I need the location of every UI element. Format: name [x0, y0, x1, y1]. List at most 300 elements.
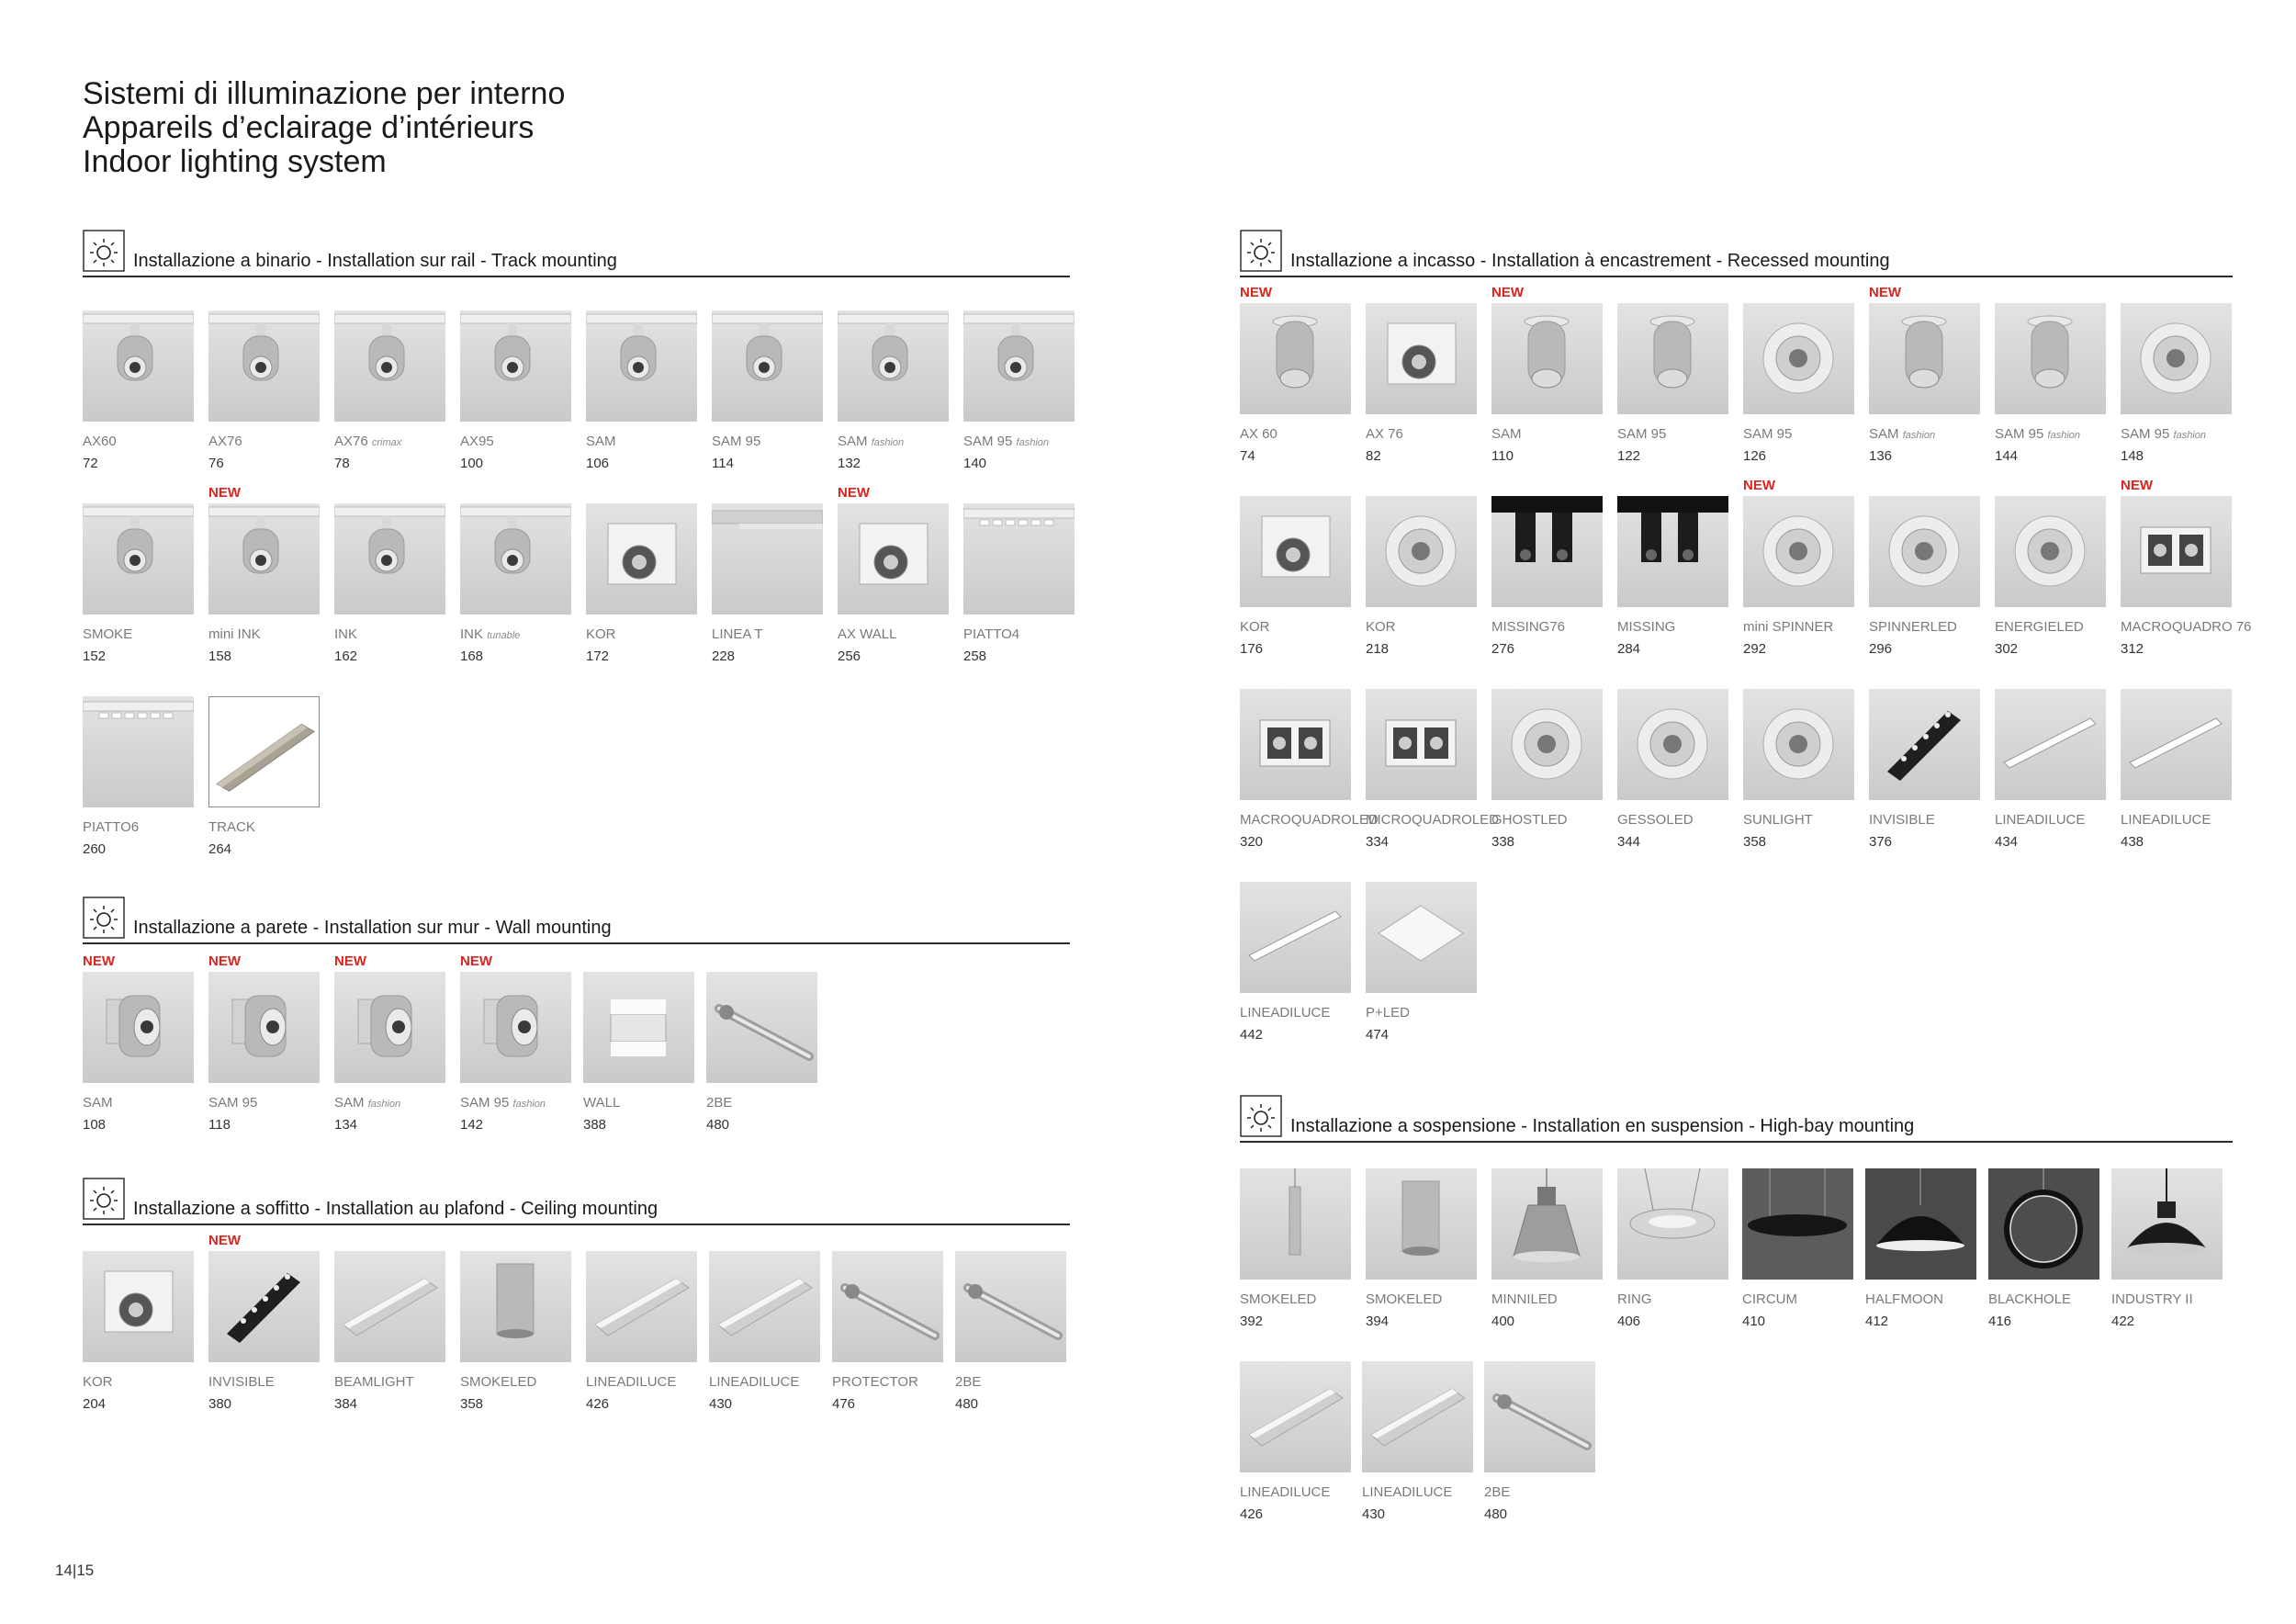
product-name-main: AX 76: [1366, 426, 1403, 442]
product-page-number[interactable]: 376: [1869, 834, 1893, 850]
product-card[interactable]: [1491, 689, 1604, 850]
product-name: [1865, 1291, 1943, 1307]
product-card[interactable]: [1362, 1361, 1474, 1522]
product-name-main: MICROQUADROLED: [1366, 812, 1500, 828]
section-title: Installazione a sospensione - Installation en suspension - High-bay mounting: [1290, 1116, 1915, 1136]
track-lighting-icon: [83, 230, 125, 272]
product-page-number[interactable]: 410: [1742, 1314, 1766, 1329]
product-thumbnail[interactable]: [1491, 689, 1603, 800]
product-thumbnail[interactable]: [83, 1251, 194, 1362]
product-page-number[interactable]: 442: [1240, 1027, 1264, 1043]
product-thumbnail[interactable]: [963, 310, 1075, 422]
product-card[interactable]: [1869, 285, 1981, 464]
product-name-main: SAM 95: [2121, 426, 2170, 442]
product-thumbnail[interactable]: [1869, 689, 1980, 800]
product-thumbnail[interactable]: [1491, 303, 1603, 414]
product-card[interactable]: [1366, 1168, 1478, 1329]
product-name-main: MINNILED: [1491, 1291, 1558, 1307]
product-name-main: SMOKELED: [1366, 1291, 1443, 1307]
product-page-number[interactable]: 480: [1484, 1506, 1508, 1522]
product-name: [1742, 1291, 1797, 1307]
product-card[interactable]: [832, 1251, 944, 1412]
product-thumbnail[interactable]: [1988, 1168, 2099, 1280]
product-page-number[interactable]: 338: [1491, 834, 1515, 850]
section-title: Installazione a binario - Installation sur rail - Track mounting: [133, 251, 617, 271]
product-name-main: AX95: [460, 434, 494, 449]
product-card[interactable]: [334, 1251, 446, 1412]
product-card[interactable]: [1742, 1168, 1854, 1329]
product-card[interactable]: [1240, 1361, 1352, 1522]
product-page-number[interactable]: 264: [208, 841, 232, 857]
product-thumbnail[interactable]: [334, 503, 445, 615]
product-card[interactable]: [1865, 1168, 1977, 1329]
product-page-number[interactable]: 168: [460, 648, 484, 664]
product-page-number[interactable]: 388: [583, 1117, 607, 1133]
product-thumbnail[interactable]: [1240, 1168, 1351, 1280]
product-card[interactable]: [706, 972, 818, 1133]
product-thumbnail[interactable]: [2111, 1168, 2223, 1280]
product-page-number[interactable]: 176: [1240, 641, 1264, 657]
section-header: [83, 1178, 1070, 1225]
product-name: [334, 626, 357, 642]
product-page-number[interactable]: 358: [1743, 834, 1767, 850]
product-card[interactable]: [1617, 496, 1729, 657]
product-name: [208, 626, 261, 642]
product-name: [334, 434, 401, 449]
product-page-number[interactable]: 144: [1995, 448, 2019, 464]
product-thumbnail[interactable]: [706, 972, 817, 1083]
recessed-lighting-icon: [1240, 230, 1282, 272]
product-page-number[interactable]: 218: [1366, 641, 1390, 657]
product-page-number[interactable]: 394: [1366, 1314, 1390, 1329]
product-thumbnail[interactable]: [1617, 496, 1728, 607]
product-name-main: KOR: [586, 626, 616, 642]
product-card[interactable]: [334, 503, 446, 664]
product-thumbnail[interactable]: [1742, 1168, 1853, 1280]
product-page-number[interactable]: 480: [955, 1396, 979, 1412]
product-card[interactable]: [208, 310, 321, 471]
product-page-number[interactable]: 400: [1491, 1314, 1515, 1329]
product-card[interactable]: [334, 953, 446, 1133]
product-name-main: SAM 95: [1743, 426, 1793, 442]
product-thumbnail[interactable]: [208, 310, 320, 422]
product-name: [1869, 619, 1957, 635]
product-name-main: LINEADILUCE: [2121, 812, 2212, 828]
new-badge: NEW: [1240, 285, 1272, 300]
product-page-number[interactable]: 122: [1617, 448, 1641, 464]
product-thumbnail[interactable]: [460, 1251, 571, 1362]
product-card[interactable]: [583, 972, 695, 1133]
product-name-main: SAM: [1869, 426, 1899, 442]
product-card[interactable]: [1743, 303, 1855, 464]
product-card[interactable]: [1366, 496, 1478, 657]
product-card[interactable]: [1240, 496, 1352, 657]
product-card[interactable]: [709, 1251, 821, 1412]
product-name: [709, 1374, 799, 1390]
product-card[interactable]: [208, 1233, 321, 1412]
product-name: [83, 434, 117, 449]
product-name-main: P+LED: [1366, 1005, 1410, 1021]
product-card[interactable]: [712, 503, 824, 664]
product-thumbnail[interactable]: [208, 696, 320, 807]
product-name: [1366, 426, 1403, 442]
product-page-number[interactable]: 110: [1491, 448, 1514, 464]
product-card[interactable]: [83, 503, 195, 664]
product-card[interactable]: [2111, 1168, 2223, 1329]
product-name: [208, 1374, 275, 1390]
product-page-number[interactable]: 136: [1869, 448, 1893, 464]
product-card[interactable]: [1995, 689, 2107, 850]
product-thumbnail[interactable]: [2121, 496, 2232, 607]
product-card[interactable]: [1366, 689, 1500, 850]
product-card[interactable]: [586, 310, 698, 471]
product-thumbnail[interactable]: [1617, 303, 1728, 414]
product-page-number[interactable]: 172: [586, 648, 610, 664]
product-card[interactable]: [2121, 303, 2233, 464]
product-name-main: SAM: [83, 1095, 113, 1111]
product-thumbnail[interactable]: [712, 503, 823, 615]
new-badge: NEW: [334, 953, 366, 969]
product-name: [2111, 1291, 2193, 1307]
product-variant: fashion: [2047, 430, 2081, 441]
product-page-number[interactable]: 258: [963, 648, 987, 664]
product-page-number[interactable]: 312: [2121, 641, 2144, 657]
product-thumbnail[interactable]: [1995, 496, 2106, 607]
product-page-number[interactable]: 412: [1865, 1314, 1889, 1329]
product-card[interactable]: [460, 310, 572, 471]
product-card[interactable]: [208, 485, 321, 664]
product-thumbnail[interactable]: [208, 503, 320, 615]
product-page-number[interactable]: 158: [208, 648, 232, 664]
product-page-number[interactable]: 406: [1617, 1314, 1641, 1329]
product-thumbnail[interactable]: [955, 1251, 1066, 1362]
product-name: [208, 1095, 257, 1111]
product-thumbnail[interactable]: [83, 310, 194, 422]
product-page-number[interactable]: 148: [2121, 448, 2144, 464]
product-card[interactable]: [1240, 882, 1352, 1043]
product-thumbnail[interactable]: [460, 310, 571, 422]
product-thumbnail[interactable]: [586, 503, 697, 615]
product-card[interactable]: [1869, 689, 1981, 850]
product-thumbnail[interactable]: [1743, 496, 1854, 607]
product-page-number[interactable]: 302: [1995, 641, 2019, 657]
product-card[interactable]: [963, 503, 1075, 664]
product-thumbnail[interactable]: [83, 503, 194, 615]
product-card[interactable]: [1988, 1168, 2100, 1329]
product-thumbnail[interactable]: [1491, 1168, 1603, 1280]
product-thumbnail[interactable]: [460, 972, 571, 1083]
product-page-number[interactable]: 74: [1240, 448, 1255, 464]
product-page-number[interactable]: 276: [1491, 641, 1515, 657]
product-name-main: INDUSTRY II: [2111, 1291, 2193, 1307]
product-page-number[interactable]: 430: [1362, 1506, 1386, 1522]
product-card[interactable]: [83, 310, 195, 471]
product-page-number[interactable]: 126: [1743, 448, 1767, 464]
product-thumbnail[interactable]: [208, 972, 320, 1083]
product-thumbnail[interactable]: [83, 696, 194, 807]
product-thumbnail[interactable]: [334, 972, 445, 1083]
product-thumbnail[interactable]: [1240, 1361, 1351, 1472]
product-thumbnail[interactable]: [583, 972, 694, 1083]
product-name: [1484, 1484, 1510, 1500]
product-page-number[interactable]: 114: [712, 456, 734, 471]
product-thumbnail[interactable]: [832, 1251, 943, 1362]
product-thumbnail[interactable]: [1617, 1168, 1728, 1280]
product-name-main: TRACK: [208, 819, 255, 835]
product-card[interactable]: [1617, 1168, 1729, 1329]
product-page-number[interactable]: 72: [83, 456, 98, 471]
product-name: [2121, 619, 2252, 635]
product-name-main: MISSING76: [1491, 619, 1566, 635]
product-card[interactable]: [208, 953, 321, 1133]
product-name-main: SAM 95: [712, 434, 761, 449]
product-thumbnail[interactable]: [963, 503, 1075, 615]
product-name: [460, 434, 494, 449]
product-thumbnail[interactable]: [1366, 303, 1477, 414]
product-thumbnail[interactable]: [1484, 1361, 1595, 1472]
product-card[interactable]: [1491, 1168, 1604, 1329]
product-card[interactable]: [1869, 496, 1981, 657]
product-name: [2121, 812, 2211, 828]
product-card[interactable]: [83, 1251, 195, 1412]
product-thumbnail[interactable]: [838, 310, 949, 422]
product-thumbnail[interactable]: [1995, 689, 2106, 800]
product-page-number[interactable]: 392: [1240, 1314, 1264, 1329]
product-page-number[interactable]: 296: [1869, 641, 1893, 657]
product-variant: tunable: [487, 630, 521, 641]
product-page-number[interactable]: 82: [1366, 448, 1381, 464]
product-card[interactable]: [1743, 478, 1855, 657]
product-card[interactable]: [460, 953, 572, 1133]
product-card[interactable]: [838, 485, 950, 664]
product-page-number[interactable]: 334: [1366, 834, 1390, 850]
product-card[interactable]: [955, 1251, 1067, 1412]
new-badge: NEW: [208, 1233, 241, 1248]
product-page-number[interactable]: 204: [83, 1396, 107, 1412]
product-page-number[interactable]: 260: [83, 841, 107, 857]
product-page-number[interactable]: 142: [460, 1117, 484, 1133]
section-header: [83, 230, 1070, 277]
product-thumbnail[interactable]: [1491, 496, 1603, 607]
product-page-number[interactable]: 358: [460, 1396, 484, 1412]
product-card[interactable]: [963, 310, 1075, 471]
product-name: [1366, 812, 1499, 828]
product-name: [1743, 812, 1813, 828]
product-thumbnail[interactable]: [460, 503, 571, 615]
new-badge: NEW: [208, 485, 241, 501]
product-card[interactable]: [1995, 303, 2107, 464]
product-page-number[interactable]: 438: [2121, 834, 2144, 850]
product-page-number[interactable]: 426: [1240, 1506, 1264, 1522]
product-variant: fashion: [1016, 437, 1050, 448]
product-page-number[interactable]: 228: [712, 648, 736, 664]
product-page-number[interactable]: 480: [706, 1117, 730, 1133]
product-page-number[interactable]: 118: [208, 1117, 231, 1133]
product-page-number[interactable]: 256: [838, 648, 861, 664]
product-thumbnail[interactable]: [1865, 1168, 1976, 1280]
section-header: [1240, 1095, 2233, 1143]
product-name: [838, 626, 896, 642]
product-name: [1617, 619, 1675, 635]
product-thumbnail[interactable]: [1366, 882, 1477, 993]
product-name: [1491, 1291, 1558, 1307]
product-card[interactable]: [334, 310, 446, 471]
product-card[interactable]: [460, 1251, 572, 1412]
product-name: [334, 1095, 400, 1111]
product-name-main: SMOKELED: [1240, 1291, 1317, 1307]
product-page-number[interactable]: 162: [334, 648, 358, 664]
product-name-main: SAM: [334, 1095, 365, 1111]
product-name-main: WALL: [583, 1095, 621, 1111]
product-thumbnail[interactable]: [334, 1251, 445, 1362]
product-page-number[interactable]: 78: [334, 456, 350, 471]
product-page-number[interactable]: 344: [1617, 834, 1641, 850]
product-name-main: mini SPINNER: [1743, 619, 1834, 635]
product-name-main: SAM 95: [460, 1095, 510, 1111]
product-page-number[interactable]: 140: [963, 456, 987, 471]
product-name-main: BEAMLIGHT: [334, 1374, 414, 1390]
product-thumbnail[interactable]: [1743, 303, 1854, 414]
product-thumbnail[interactable]: [334, 310, 445, 422]
product-page-number[interactable]: 108: [83, 1117, 107, 1133]
product-card[interactable]: [1491, 496, 1604, 657]
product-name: [1995, 619, 2084, 635]
product-page-number[interactable]: 416: [1988, 1314, 2012, 1329]
product-name: [838, 434, 904, 449]
product-thumbnail[interactable]: [2121, 303, 2232, 414]
product-card[interactable]: [586, 1251, 698, 1412]
product-name: [83, 819, 139, 835]
product-thumbnail[interactable]: [712, 310, 823, 422]
product-card[interactable]: [2121, 478, 2252, 657]
product-name-main: mini INK: [208, 626, 261, 642]
product-thumbnail[interactable]: [586, 1251, 697, 1362]
new-badge: NEW: [1743, 478, 1775, 493]
product-thumbnail[interactable]: [1240, 882, 1351, 993]
product-name-main: AX76: [208, 434, 242, 449]
product-name: [1491, 619, 1565, 635]
product-card[interactable]: [1366, 303, 1478, 464]
product-page-number[interactable]: 152: [83, 648, 107, 664]
product-page-number[interactable]: 284: [1617, 641, 1641, 657]
product-card[interactable]: [1617, 303, 1729, 464]
product-thumbnail[interactable]: [709, 1251, 820, 1362]
title-line-italian: Sistemi di illuminazione per interno: [83, 76, 566, 111]
product-thumbnail[interactable]: [1240, 496, 1351, 607]
product-card[interactable]: [2121, 689, 2233, 850]
product-page-number[interactable]: 422: [2111, 1314, 2135, 1329]
product-name-main: BLACKHOLE: [1988, 1291, 2072, 1307]
product-name-main: SAM: [1491, 426, 1522, 442]
product-name: [208, 434, 242, 449]
product-thumbnail[interactable]: [1366, 1168, 1477, 1280]
product-thumbnail[interactable]: [83, 972, 194, 1083]
product-page-number[interactable]: 76: [208, 456, 224, 471]
product-page-number[interactable]: 384: [334, 1396, 358, 1412]
product-name-main: AX60: [83, 434, 117, 449]
product-card[interactable]: [83, 696, 195, 857]
product-name-main: SUNLIGHT: [1743, 812, 1813, 828]
product-page-number[interactable]: 434: [1995, 834, 2019, 850]
product-name-main: MACROQUADRO 76: [2121, 619, 2252, 635]
product-name-main: SAM: [838, 434, 868, 449]
product-name-main: KOR: [1240, 619, 1270, 635]
product-thumbnail[interactable]: [1869, 496, 1980, 607]
product-card[interactable]: [208, 696, 321, 857]
product-name-main: 2BE: [1484, 1484, 1511, 1500]
product-card[interactable]: [1240, 285, 1352, 464]
product-card[interactable]: [1617, 689, 1729, 850]
product-page-number[interactable]: 430: [709, 1396, 733, 1412]
product-name: [586, 626, 616, 642]
product-page-number[interactable]: 380: [208, 1396, 232, 1412]
product-name: [1869, 812, 1935, 828]
product-page-number[interactable]: 134: [334, 1117, 358, 1133]
product-card[interactable]: [83, 953, 195, 1133]
product-card[interactable]: [586, 503, 698, 664]
product-page-number[interactable]: 426: [586, 1396, 610, 1412]
product-name-main: 2BE: [955, 1374, 982, 1390]
product-thumbnail[interactable]: [1362, 1361, 1473, 1472]
product-thumbnail[interactable]: [1617, 689, 1728, 800]
product-thumbnail[interactable]: [1366, 496, 1477, 607]
product-page-number[interactable]: 132: [838, 456, 861, 471]
product-card[interactable]: [1995, 496, 2107, 657]
product-card[interactable]: [1743, 689, 1855, 850]
new-badge: NEW: [838, 485, 870, 501]
suspension-lighting-icon: [1240, 1095, 1282, 1137]
product-thumbnail[interactable]: [586, 310, 697, 422]
product-card[interactable]: [1240, 1168, 1352, 1329]
new-badge: NEW: [208, 953, 241, 969]
product-card[interactable]: [460, 503, 572, 664]
product-thumbnail[interactable]: [1240, 689, 1351, 800]
product-thumbnail[interactable]: [208, 1251, 320, 1362]
section-header: [83, 897, 1070, 944]
product-thumbnail[interactable]: [1995, 303, 2106, 414]
product-card[interactable]: [1484, 1361, 1596, 1522]
product-name: [1240, 812, 1379, 828]
product-page-number[interactable]: 476: [832, 1396, 856, 1412]
product-page-number[interactable]: 100: [460, 456, 484, 471]
product-thumbnail[interactable]: [838, 503, 949, 615]
product-thumbnail[interactable]: [1366, 689, 1477, 800]
product-page-number[interactable]: 474: [1366, 1027, 1390, 1043]
new-badge: NEW: [1869, 285, 1901, 300]
product-page-number[interactable]: 106: [586, 456, 610, 471]
product-page-number[interactable]: 320: [1240, 834, 1264, 850]
product-name: [83, 626, 132, 642]
product-thumbnail[interactable]: [1743, 689, 1854, 800]
product-name: [1743, 619, 1833, 635]
product-card[interactable]: [838, 310, 950, 471]
title-line-english: Indoor lighting system: [83, 144, 387, 179]
product-card[interactable]: [1366, 882, 1478, 1043]
product-name: [1491, 426, 1522, 442]
product-thumbnail[interactable]: [2121, 689, 2232, 800]
product-name-main: PIATTO4: [963, 626, 1020, 642]
product-thumbnail[interactable]: [1240, 303, 1351, 414]
product-card[interactable]: [712, 310, 824, 471]
product-name: [460, 1095, 546, 1111]
product-page-number[interactable]: 292: [1743, 641, 1767, 657]
new-badge: NEW: [460, 953, 492, 969]
product-card[interactable]: [1491, 285, 1604, 464]
product-name-main: LINEADILUCE: [586, 1374, 677, 1390]
product-thumbnail[interactable]: [1869, 303, 1980, 414]
product-name: [1995, 812, 2085, 828]
section-title: Installazione a incasso - Installation à encastrement - Recessed mounting: [1290, 251, 1890, 271]
